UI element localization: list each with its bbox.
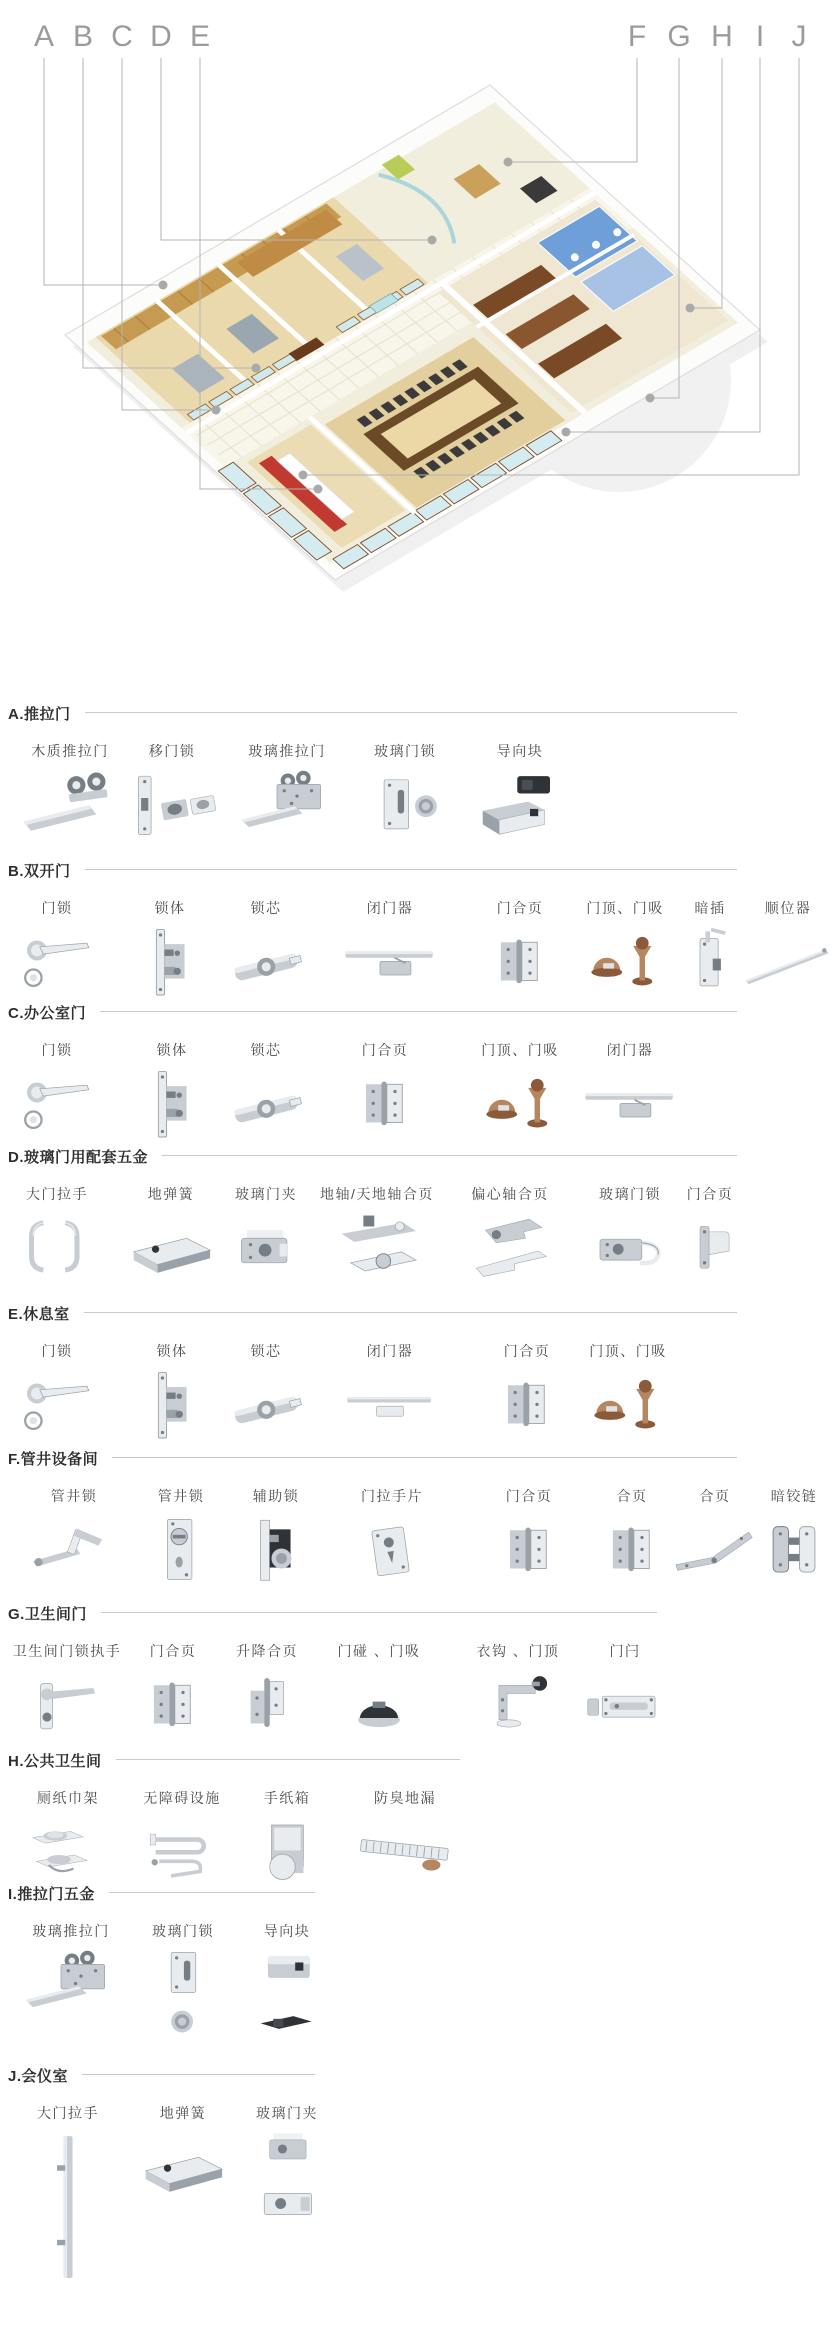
product-label: 导向块 [496,743,544,759]
plan-callout-letter-I: I [755,20,765,53]
product-item [332,1486,452,1599]
product-item [460,741,580,854]
lever-lock-icon [7,924,107,1006]
section-title: H.公共卫生间 [8,1753,102,1770]
lever-lock-icon [7,1066,107,1148]
product-item [227,2103,347,2254]
product-item [330,1341,450,1454]
glass-hinge-icon [660,1210,760,1292]
product-label: 锁芯 [250,1042,282,1058]
product-item [565,1641,685,1754]
lever-lock-icon [7,1367,107,1449]
stop-pair-icon [470,1066,570,1148]
product-item [330,898,450,1011]
product-label: 管井锁 [50,1488,98,1504]
product-label: 地轴/天地轴合页 [320,1186,434,1202]
escutcheon-icon [342,1512,442,1594]
product-item [11,1921,131,2034]
section-F [0,1448,840,1608]
plan-callout-letter-H: H [711,20,733,53]
lock-body-icon [120,924,220,1006]
product-label: 衣钩 、门顶 [476,1643,560,1659]
product-item [206,1184,326,1297]
patch-fitting-icon [216,1210,316,1292]
product-item [112,741,232,854]
product-label: 门碰 、门吸 [337,1643,421,1659]
product-item [450,1184,570,1297]
product-item [650,1184,770,1297]
product-item [317,1184,437,1297]
rollers-clamp-icon [21,1947,121,2029]
plan-callout-letter-J: J [791,20,807,53]
product-item [206,1341,326,1454]
product-item [460,1040,580,1153]
product-label: 防臭地漏 [374,1790,436,1806]
product-label: 偏心轴合页 [471,1186,549,1202]
plan-callout-letter-C: C [111,20,133,53]
product-label: 手纸箱 [263,1790,311,1806]
section-rule [101,1612,657,1613]
product-label: 顺位器 [764,900,812,916]
hinge-icon [479,1512,579,1594]
section-rule [112,1457,737,1458]
product-label: 门合页 [496,900,544,916]
section-rule [82,2074,315,2075]
offset-pivot-icon [460,1210,560,1292]
floor-spring-icon [133,2129,233,2211]
product-item [123,1921,243,2052]
section-D [0,1146,840,1306]
product-item [0,1184,117,1297]
product-label: 门闩 [609,1643,641,1659]
section-title: D.玻璃门用配套五金 [8,1149,149,1166]
product-item [568,1341,688,1454]
section-rule [84,1312,737,1313]
product-label: 地弹簧 [147,1186,195,1202]
product-label: 锁体 [156,1042,188,1058]
product-item [227,741,347,854]
section-rule [85,712,737,713]
product-label: 地弹簧 [159,2105,207,2121]
plan-callout-letter-F: F [627,20,647,53]
product-label: 门合页 [361,1042,409,1058]
product-label: 玻璃门锁 [599,1186,661,1202]
section-G [0,1603,840,1763]
section-title: J.会仪室 [8,2068,69,2085]
product-label: 锁芯 [250,900,282,916]
product-label: 合页 [616,1488,648,1504]
section-J [0,2065,840,2225]
product-label: 升降合页 [236,1643,298,1659]
door-closer-icon [580,1066,680,1148]
product-label: 合页 [699,1488,731,1504]
product-label: 玻璃推拉门 [32,1923,110,1939]
section-title: C.办公室门 [8,1005,87,1022]
product-item [734,1486,840,1599]
product-item [14,1486,134,1599]
product-label: 锁体 [156,1343,188,1359]
product-label: 木质推拉门 [31,743,109,759]
product-label: 移门锁 [148,743,196,759]
cylinder-icon [216,1066,316,1148]
plan-callout-letter-G: G [667,20,691,53]
product-label: 大门拉手 [26,1186,88,1202]
product-item [460,898,580,1011]
plan-callout-letter-E: E [189,20,211,53]
product-item [206,1040,326,1153]
wc-lockset-icon [17,1667,117,1749]
section-rule [85,869,737,870]
pivot-set-icon [327,1210,427,1292]
product-item [7,1641,127,1754]
product-item [207,1641,327,1754]
section-A [0,703,840,863]
stop-pair-icon [578,1367,678,1449]
product-label: 玻璃推拉门 [248,743,326,759]
section-C [0,1002,840,1162]
product-label: 卫生间门锁执手 [12,1643,122,1659]
product-label: 厕纸巾架 [37,1790,99,1806]
product-label: 锁体 [154,900,186,916]
product-item [206,898,326,1011]
section-title: E.休息室 [8,1306,70,1323]
plate-pull-icon [355,767,455,849]
section-rule [109,1892,315,1893]
product-label: 管井锁 [157,1488,205,1504]
section-title: A.推拉门 [8,706,71,723]
product-label: 门合页 [505,1488,553,1504]
plan-callout-letter-B: B [72,20,94,53]
patch-stack-icon [237,2129,337,2249]
product-item [469,1486,589,1599]
product-label: 辅助锁 [252,1488,300,1504]
product-label: 玻璃门夹 [235,1186,297,1202]
cylinder-icon [216,1367,316,1449]
cylinder-icon [216,924,316,1006]
product-item [123,2103,243,2216]
product-label: 门顶、门吸 [589,1343,667,1359]
product-label: 导向块 [263,1923,311,1939]
section-title: G.卫生间门 [8,1606,87,1623]
section-rule [116,1759,460,1760]
product-item [0,1040,117,1153]
product-label: 大门拉手 [37,2105,99,2121]
concealed-hinge-icon [744,1512,840,1594]
section-title: I.推拉门五金 [8,1886,95,1903]
guide-block-icon [470,767,570,849]
product-label: 锁芯 [250,1343,282,1359]
product-item [325,1040,445,1153]
product-label: 玻璃门夹 [256,2105,318,2121]
product-label: 门顶、门吸 [481,1042,559,1058]
product-item [0,1341,117,1454]
section-I [0,1883,840,2043]
slide-bolt-icon [575,1667,675,1749]
section-rule [100,1011,737,1012]
hinge-icon [477,1367,577,1449]
product-item [227,1921,347,2052]
section-B [0,860,840,1020]
product-label: 门合页 [503,1343,551,1359]
section-title: F.管井设备间 [8,1451,99,1468]
section-title: B.双开门 [8,863,71,880]
product-item [319,1641,439,1754]
product-label: 闭门器 [606,1042,654,1058]
hinge-icon [335,1066,435,1148]
product-item [570,1040,690,1153]
door-closer-icon [340,924,440,1006]
product-label: 门锁 [41,1042,73,1058]
hinge-icon [470,924,570,1006]
product-label: 无障碍设施 [143,1790,221,1806]
product-item [458,1641,578,1754]
product-label: 暗铰链 [770,1488,818,1504]
section-E [0,1303,840,1463]
product-label: 门顶、门吸 [586,900,664,916]
plan-callout-letter-A: A [33,20,55,53]
pull-pair-icon [7,1210,107,1292]
product-label: 闭门器 [366,900,414,916]
t-key-icon [24,1512,124,1594]
slide-lock-icon [122,767,222,849]
rollers-clamp-icon [237,767,337,849]
guide-stack-icon [237,1947,337,2047]
product-label: 门拉手片 [361,1488,423,1504]
product-label: 门合页 [149,1643,197,1659]
product-label: 门合页 [686,1186,734,1202]
product-label: 暗插 [694,900,726,916]
plate-pull-stack-icon [133,1947,233,2047]
product-item [0,898,117,1011]
product-label: 玻璃门锁 [374,743,436,759]
rising-hinge-icon [217,1667,317,1749]
door-closer-flat-icon [340,1367,440,1449]
product-label: 闭门器 [366,1343,414,1359]
product-item [216,1486,336,1599]
product-item [728,898,840,1011]
floor-stop-icon [329,1667,429,1749]
hook-bracket-icon [468,1667,568,1749]
product-item [8,2103,128,2292]
product-label: 玻璃门锁 [152,1923,214,1939]
product-label: 门锁 [41,900,73,916]
product-item [345,741,465,854]
coordinator-icon [738,924,838,1006]
plan-callout-letter-D: D [150,20,172,53]
rollers-rail-icon [20,767,120,849]
product-label: 门锁 [41,1343,73,1359]
section-rule [162,1155,737,1156]
deadbolt-icon [226,1512,326,1594]
tall-pull-icon [18,2129,118,2287]
